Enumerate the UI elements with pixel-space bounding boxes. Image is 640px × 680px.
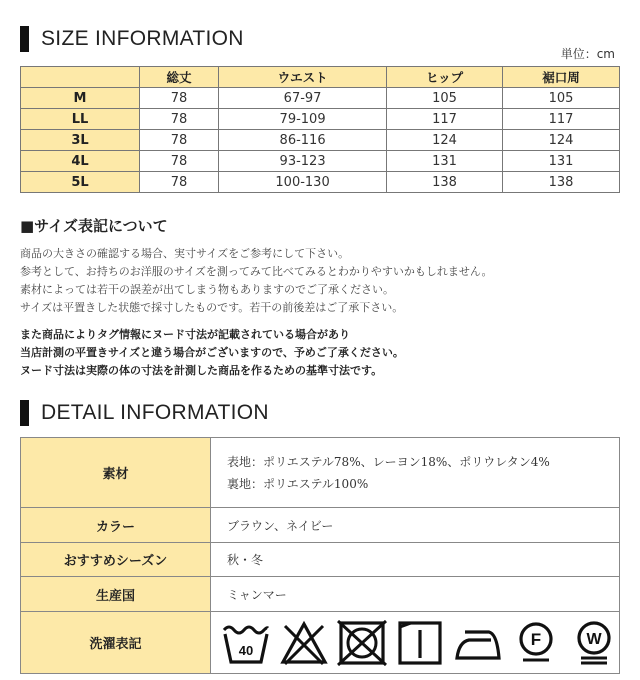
table-row — [21, 151, 620, 172]
table-cell: 78 — [140, 130, 219, 151]
table-cell: 67-97 — [219, 88, 387, 109]
table-cell: 117 — [387, 109, 503, 130]
size-table-header-row — [21, 67, 620, 88]
note-line: 素材によっては若干の誤差が出てしまう物もありますのでご了承ください。 — [20, 283, 394, 296]
table-cell: 78 — [140, 88, 219, 109]
size-section-header — [20, 26, 244, 52]
wet-clean-letter: W — [586, 630, 602, 648]
section-bar — [20, 400, 29, 426]
column-header: 裾口周 — [502, 67, 619, 88]
table-cell: 78 — [140, 151, 219, 172]
table-cell: 78 — [140, 109, 219, 130]
detail-row-origin — [21, 577, 620, 612]
iron-low-icon — [453, 620, 503, 666]
line-dry-icon — [395, 620, 445, 666]
table-cell: 93-123 — [219, 151, 387, 172]
origin-value: ミャンマー — [211, 577, 620, 612]
note-line: サイズは平置きした状態で採寸したものです。若干の前後差はご了承下さい。 — [20, 301, 404, 314]
table-cell: 138 — [502, 172, 619, 193]
table-cell: 79-109 — [219, 109, 387, 130]
size-label: LL — [21, 109, 140, 130]
table-cell: 124 — [502, 130, 619, 151]
care-icons — [221, 620, 619, 666]
table-cell: 138 — [387, 172, 503, 193]
notice-line: ヌード寸法は実際の体の寸法を計測した商品を作るための基準寸法です。 — [20, 364, 383, 377]
wash-temp-label: 40 — [238, 642, 254, 658]
dry-clean-letter: F — [530, 629, 542, 649]
nude-size-notice — [20, 326, 620, 380]
no-tumble-dry-icon — [337, 620, 387, 666]
table-cell: 131 — [387, 151, 503, 172]
material-value — [211, 438, 620, 508]
detail-row-season — [21, 543, 620, 577]
size-label: 5L — [21, 172, 140, 193]
detail-section-title: DETAIL INFORMATION — [41, 401, 269, 424]
notice-line: 当店計測の平置きサイズと違う場合がございますので、予めご了承ください。 — [20, 346, 404, 359]
origin-label: 生産国 — [21, 577, 211, 612]
size-label: 4L — [21, 151, 140, 172]
column-header: ヒップ — [387, 67, 503, 88]
column-header: ウエスト — [219, 67, 387, 88]
table-row — [21, 172, 620, 193]
size-section-title: SIZE INFORMATION — [41, 27, 244, 50]
table-cell: 131 — [502, 151, 619, 172]
notice-line: また商品によりタグ情報にヌード寸法が記載されている場合があり — [20, 328, 350, 341]
wash-40-icon — [221, 620, 271, 666]
season-label: おすすめシーズン — [21, 543, 211, 577]
care-label: 洗濯表記 — [21, 612, 211, 674]
detail-table — [20, 437, 620, 674]
no-bleach-icon — [279, 620, 329, 666]
note-line: 参考として、お持ちのお洋服のサイズを測ってみて比べてみるとわかりやすいかもしれません。 — [20, 265, 493, 278]
table-cell: 105 — [387, 88, 503, 109]
detail-row-care — [21, 612, 620, 674]
wet-clean-w-icon — [569, 620, 619, 666]
table-cell: 105 — [502, 88, 619, 109]
table-cell: 86-116 — [219, 130, 387, 151]
dry-clean-f-icon — [511, 620, 561, 666]
color-value: ブラウン、ネイビー — [211, 508, 620, 543]
size-label: 3L — [21, 130, 140, 151]
unit-label: 単位：cm — [560, 47, 615, 61]
detail-row-material — [21, 438, 620, 508]
notes-title: ■サイズ表記について — [20, 217, 168, 235]
detail-row-color — [21, 508, 620, 543]
season-value: 秋・冬 — [211, 543, 620, 577]
table-row — [21, 88, 620, 109]
column-header: 総丈 — [140, 67, 219, 88]
column-header — [21, 67, 140, 88]
note-line: 商品の大きさの確認する場合、実寸サイズをご参考にして下さい。 — [20, 247, 350, 260]
section-bar — [20, 26, 29, 52]
table-row — [21, 109, 620, 130]
material-line: 表地：ポリエステル78%、レーヨン18%、ポリウレタン4% — [227, 454, 550, 469]
table-cell: 124 — [387, 130, 503, 151]
size-table — [20, 66, 620, 193]
table-row — [21, 130, 620, 151]
material-line: 裏地：ポリエステル100% — [227, 476, 369, 491]
size-label: M — [21, 88, 140, 109]
size-notes — [20, 215, 620, 380]
table-cell: 100-130 — [219, 172, 387, 193]
material-label: 素材 — [21, 438, 211, 508]
table-cell: 117 — [502, 109, 619, 130]
table-cell: 78 — [140, 172, 219, 193]
color-label: カラー — [21, 508, 211, 543]
care-value — [211, 612, 620, 674]
detail-section-header — [20, 400, 269, 426]
